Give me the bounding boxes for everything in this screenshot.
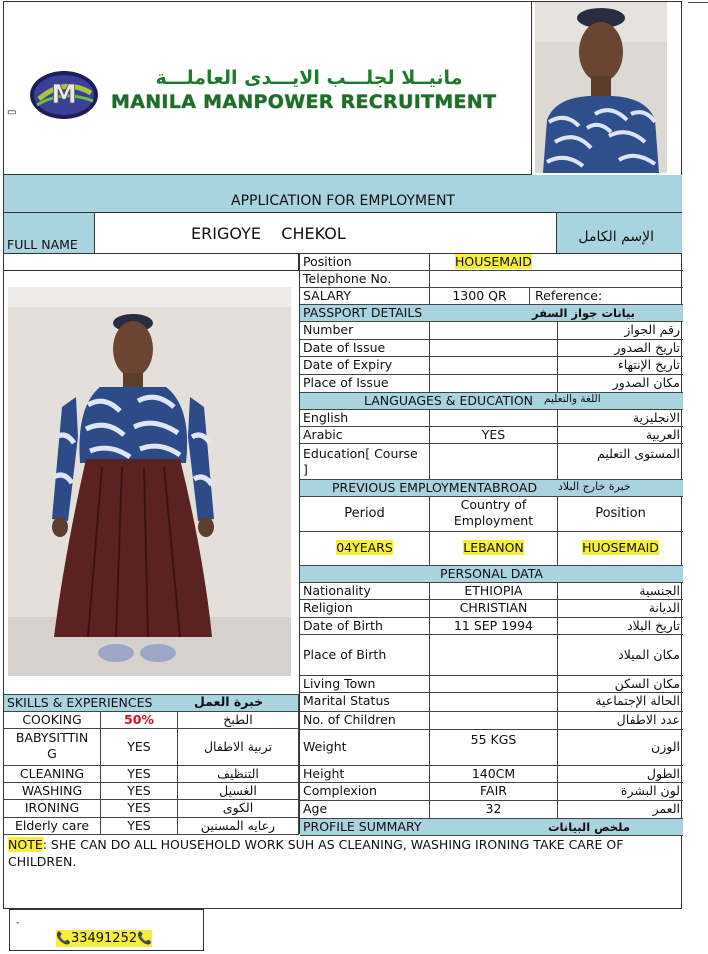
footer-phone-number: 33491252 bbox=[70, 931, 138, 946]
washing-value: YES bbox=[101, 783, 178, 800]
phone-icon-right: 📞 bbox=[137, 931, 153, 945]
personal-header: PERSONAL DATA bbox=[300, 566, 683, 583]
dob-label: Date of Birth bbox=[300, 618, 430, 635]
babysitting-value: YES bbox=[127, 739, 151, 754]
passport-header-arabic: بيانات جواز السفر bbox=[532, 306, 635, 320]
pob-label: Place of Birth bbox=[303, 647, 387, 662]
nationality-value: ETHIOPIA bbox=[430, 583, 558, 600]
babysitting-label-line2: G bbox=[47, 746, 57, 761]
marital-value bbox=[430, 693, 558, 712]
english-label: English bbox=[300, 410, 430, 427]
babysitting-value-cell bbox=[101, 729, 178, 766]
footer-phone-line bbox=[56, 930, 152, 947]
profile-header: PROFILE SUMMARY bbox=[303, 819, 422, 834]
note-text: : SHE CAN DO ALL HOUSEHOLD WORK SUH AS CLEANING, WASHING IRONING TAKE CARE OF CHILDREN. bbox=[8, 837, 624, 869]
position-col-header-cell bbox=[558, 497, 683, 532]
weight-arabic-cell bbox=[558, 730, 683, 766]
reference-label: Reference: bbox=[530, 288, 683, 305]
pob-arabic-cell bbox=[558, 635, 683, 676]
weight-arabic: الوزن bbox=[651, 739, 680, 754]
weight-label: Weight bbox=[303, 739, 347, 754]
children-label: No. of Children bbox=[300, 712, 430, 730]
languages-header-arabic: اللغة والتعليم bbox=[544, 393, 601, 405]
full-name-label-arabic: الإسم الكامل bbox=[578, 229, 654, 245]
cooking-arabic: الطبخ bbox=[178, 712, 299, 729]
country-value-cell bbox=[430, 532, 558, 566]
living-arabic: مكان السكن bbox=[558, 676, 683, 693]
company-name-arabic: مانيــلا لجلـــب الايـــدى العاملـــة bbox=[155, 67, 463, 89]
weight-label-cell bbox=[300, 730, 430, 766]
weight-value: 55 KGS bbox=[430, 730, 558, 766]
passport-header: PASSPORT DETAILS bbox=[303, 305, 423, 320]
telephone-label: Telephone No. bbox=[300, 271, 430, 288]
period-value-cell bbox=[300, 532, 430, 566]
title-bar bbox=[4, 175, 682, 213]
living-label: Living Town bbox=[300, 676, 430, 693]
babysitting-label-cell bbox=[4, 729, 101, 766]
english-value bbox=[430, 410, 558, 427]
cooking-label: COOKING bbox=[4, 712, 101, 729]
age-label: Age bbox=[300, 801, 430, 819]
position-label: Position bbox=[300, 254, 430, 271]
babysitting-arabic: تربية الاطفال bbox=[203, 739, 273, 754]
babysitting-label-line1: BABYSITTIN bbox=[15, 730, 89, 745]
small-mark: ▭ bbox=[7, 107, 17, 118]
marital-label: Marital Status bbox=[300, 693, 430, 712]
prev-position-value-cell bbox=[558, 532, 683, 566]
logo-letter: M bbox=[51, 80, 77, 110]
skills-header-cell bbox=[4, 694, 299, 712]
pob-arabic: مكان الميلاد bbox=[618, 647, 680, 662]
ironing-label: IRONING bbox=[4, 800, 101, 818]
dob-value: 11 SEP 1994 bbox=[430, 618, 558, 635]
height-value: 140CM bbox=[430, 766, 558, 783]
profile-header-cell bbox=[300, 819, 683, 836]
full-name-label: FULL NAME bbox=[7, 237, 78, 252]
footer-phone-box bbox=[9, 909, 204, 951]
prev-position-value: HUOSEMAID bbox=[582, 540, 659, 555]
elderly-care-arabic: رعايه المسنين bbox=[178, 818, 299, 835]
arabic-arabic: العربية bbox=[558, 427, 683, 444]
profile-header-arabic: ملخص البيانات bbox=[548, 820, 630, 834]
salary-label: SALARY bbox=[300, 288, 430, 305]
skills-header-arabic: خبرة العمل bbox=[194, 694, 264, 709]
children-value bbox=[430, 712, 558, 730]
children-arabic: عدد الاطفال bbox=[558, 712, 683, 730]
ironing-value: YES bbox=[101, 800, 178, 818]
complexion-arabic: لون البشرة bbox=[558, 783, 683, 801]
education-label-line1: Education[ Course bbox=[303, 446, 418, 461]
footer-dot: - bbox=[16, 918, 20, 928]
arabic-value: YES bbox=[430, 427, 558, 444]
company-name-english: MANILA MANPOWER RECRUITMENT bbox=[111, 91, 497, 113]
passport-number-label: Number bbox=[300, 322, 430, 340]
country-value: LEBANON bbox=[463, 540, 524, 555]
skills-header: SKILLS & EXPERIENCES bbox=[7, 695, 153, 710]
elderly-care-label: Elderly care bbox=[4, 818, 101, 835]
salary-value: 1300 QR bbox=[430, 288, 530, 305]
issue-place-label: Place of Issue bbox=[300, 375, 430, 393]
prev-employment-header-arabic: خبرة خارج البلاد bbox=[558, 480, 631, 493]
phone-icon: 📞 bbox=[56, 931, 71, 945]
issue-date-arabic: تاريخ الصدور bbox=[558, 340, 683, 357]
cooking-value: 50% bbox=[101, 712, 178, 729]
position-value: HOUSEMAID bbox=[455, 254, 532, 269]
dob-arabic: تاريخ البلاد bbox=[558, 618, 683, 635]
right-table bbox=[299, 254, 682, 834]
cleaning-value: YES bbox=[101, 766, 178, 783]
nationality-label: Nationality bbox=[300, 583, 430, 600]
full-name-arabic-cell bbox=[556, 213, 682, 254]
issue-place-arabic: مكان الصدور bbox=[558, 375, 683, 393]
height-label: Height bbox=[300, 766, 430, 783]
page-title: APPLICATION FOR EMPLOYMENT bbox=[231, 193, 455, 209]
expiry-date-label: Date of Expiry bbox=[300, 357, 430, 375]
passport-number-arabic: رقم الجواز bbox=[558, 322, 683, 340]
telephone-value bbox=[430, 271, 683, 288]
full-name-label-cell bbox=[4, 213, 95, 254]
header-area bbox=[3, 1, 532, 175]
position-value-cell bbox=[430, 254, 683, 271]
english-arabic: الانجليزية bbox=[558, 410, 683, 427]
height-arabic: الطول bbox=[558, 766, 683, 783]
religion-value: CHRISTIAN bbox=[430, 600, 558, 618]
country-col-header-line1: Country of bbox=[460, 497, 527, 512]
languages-header-cell bbox=[300, 393, 683, 410]
languages-header: LANGUAGES & EDUCATION bbox=[364, 393, 534, 408]
country-col-header-line2: Employment bbox=[453, 513, 534, 528]
babysitting-arabic-cell bbox=[178, 729, 299, 766]
left-empty-row bbox=[4, 254, 299, 271]
header-photo bbox=[535, 2, 667, 173]
expiry-date-arabic: تاريخ الإنتهاء bbox=[558, 357, 683, 375]
cleaning-label: CLEANING bbox=[4, 766, 101, 783]
prev-employment-header-cell bbox=[300, 480, 683, 497]
marital-arabic: الحالة الإجتماعية bbox=[558, 693, 683, 712]
washing-label: WASHING bbox=[4, 783, 101, 800]
passport-header-cell bbox=[300, 305, 683, 322]
country-col-header-cell bbox=[430, 497, 558, 532]
top-right-tick bbox=[688, 2, 708, 3]
education-value bbox=[430, 444, 558, 480]
age-value: 32 bbox=[430, 801, 558, 819]
period-col-header-cell bbox=[300, 497, 430, 532]
arabic-label: Arabic bbox=[300, 427, 430, 444]
religion-label: Religion bbox=[300, 600, 430, 618]
note-label: NOTE bbox=[8, 837, 43, 852]
skills-table bbox=[4, 694, 299, 835]
prev-employment-header: PREVIOUS EMPLOYMENTABROAD bbox=[332, 480, 538, 495]
age-arabic: العمر bbox=[558, 801, 683, 819]
period-value: 04YEARS bbox=[336, 540, 393, 555]
main-photo bbox=[8, 287, 291, 676]
pob-value bbox=[430, 635, 558, 676]
passport-number-value bbox=[430, 322, 558, 340]
cleaning-arabic: التنظيف bbox=[178, 766, 299, 783]
religion-arabic: الديانة bbox=[558, 600, 683, 618]
education-label-cell bbox=[300, 444, 430, 480]
elderly-care-value: YES bbox=[101, 818, 178, 835]
education-arabic: المستوى التعليم bbox=[558, 444, 683, 480]
issue-date-value bbox=[430, 340, 558, 357]
washing-arabic: الغسيل bbox=[178, 783, 299, 800]
note-block bbox=[8, 836, 676, 870]
education-label-line2: ] bbox=[303, 462, 308, 477]
ironing-arabic: الكوى bbox=[178, 800, 299, 818]
company-logo bbox=[29, 69, 99, 121]
complexion-value: FAIR bbox=[430, 783, 558, 801]
expiry-date-value bbox=[430, 357, 558, 375]
pob-label-cell bbox=[300, 635, 430, 676]
nationality-arabic: الجنسية bbox=[558, 583, 683, 600]
position-col-header: Position bbox=[595, 506, 646, 521]
living-value bbox=[430, 676, 558, 693]
full-name-value-cell bbox=[95, 213, 556, 254]
issue-place-value bbox=[430, 375, 558, 393]
issue-date-label: Date of Issue bbox=[300, 340, 430, 357]
full-name-value: ERIGOYE CHEKOL bbox=[191, 224, 346, 243]
period-col-header: Period bbox=[344, 506, 385, 521]
complexion-label: Complexion bbox=[300, 783, 430, 801]
